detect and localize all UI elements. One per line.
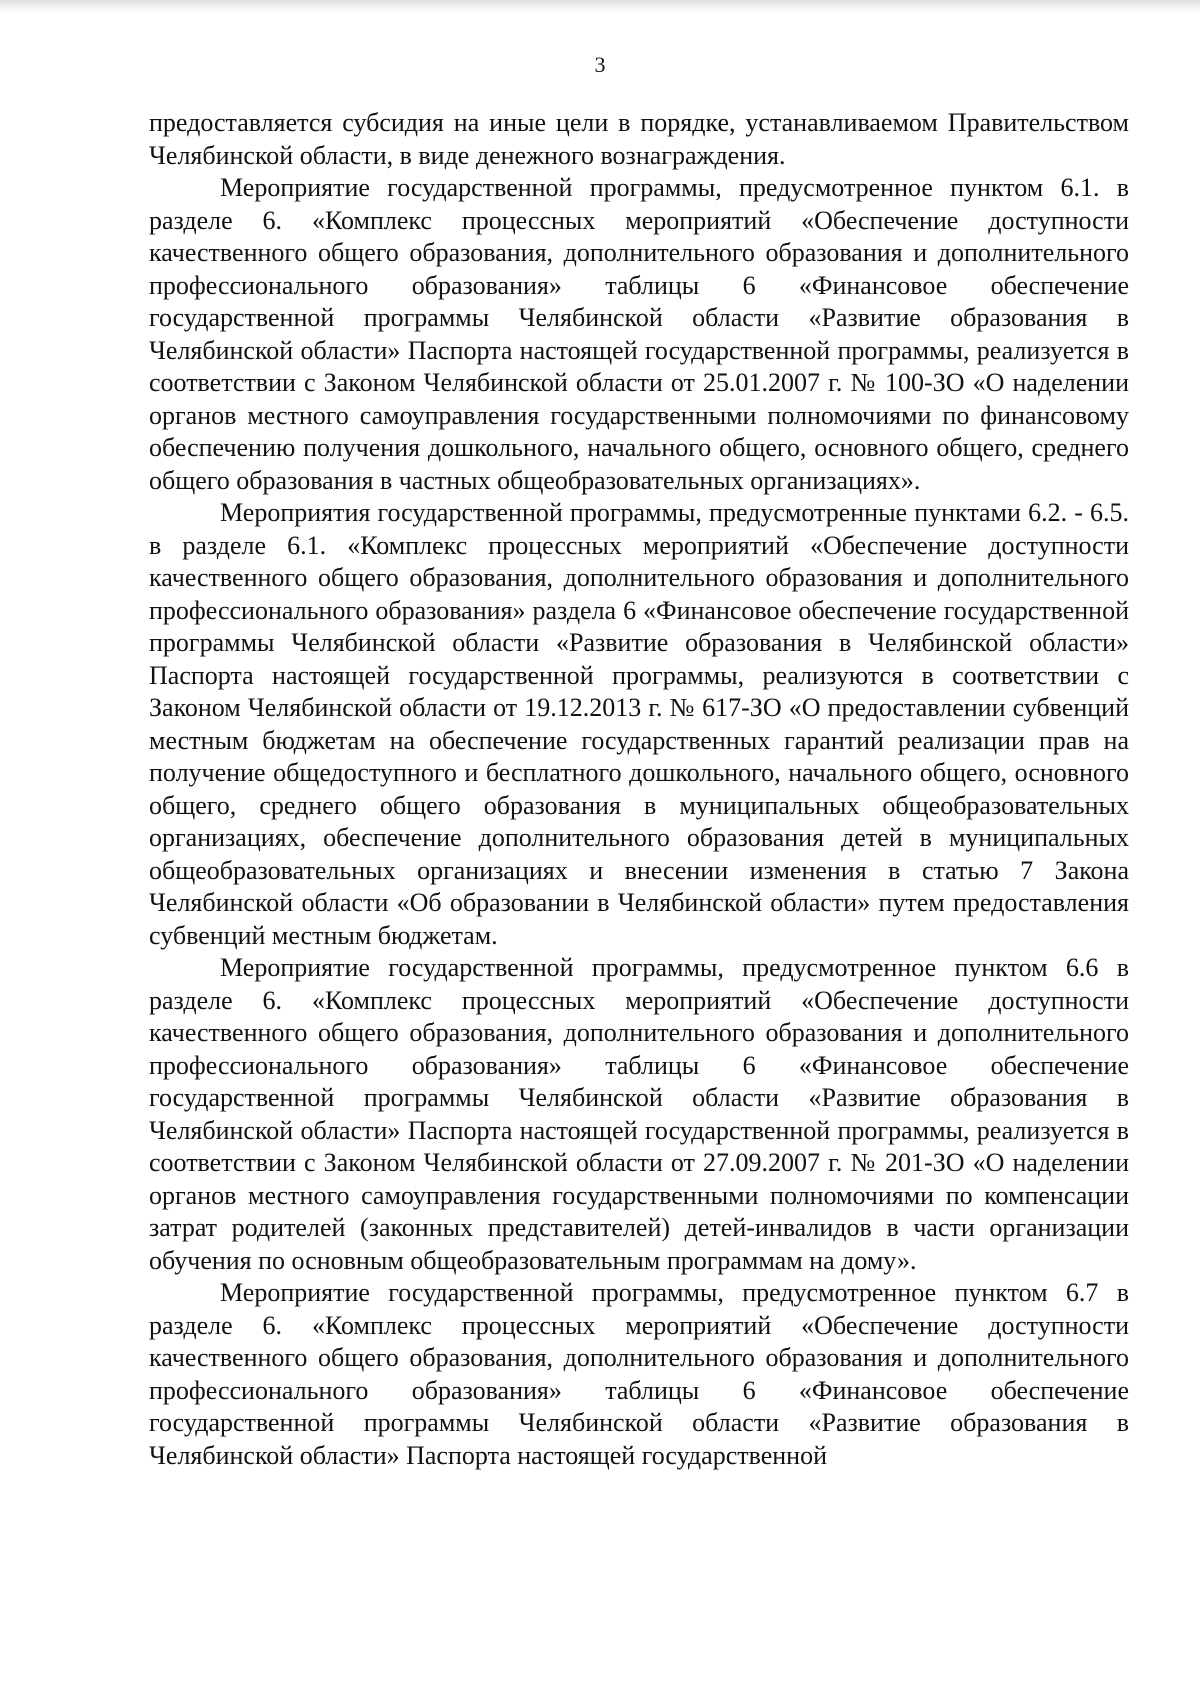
- page-number: 3: [594, 52, 606, 77]
- scan-edge: [0, 0, 1200, 14]
- paragraph-items-6-2-6-5: Мероприятия государственной программы, предусмотренные пунктами 6.2. - 6.5. в разделе 6.1. «Комплекс процессных мероприятий «Обеспечение доступности качественного общего образования, дополнительного образования и дополнительного профессионального образования» раздела 6 «Финансовое обеспечение государственной программы Челябинской области «Развитие образования в Челябинской области» Паспорта настоящей государственной программы, реализуются в соответствии с Законом Челябинской области от 19.12.2013 г. № 617-ЗО «О предоставлении субвенций местным бюджетам на обеспечение государственных гарантий реализации прав на получение общедоступного и бесплатного дошкольного, начального общего, основного общего, среднего общего образования в муниципальных общеобразовательных организациях, обеспечение дополнительного образования детей в муниципальных общеобразовательных организациях и внесении изменения в статью 7 Закона Челябинской области «Об образовании в Челябинской области» путем предоставления субвенций местным бюджетам.: [149, 498, 1129, 950]
- paragraph-item-6-7: Мероприятие государственной программы, предусмотренное пунктом 6.7 в разделе 6. «Комплекс процессных мероприятий «Обеспечение доступности качественного общего образования, дополнительного образования и дополнительного профессионального образования» таблицы 6 «Финансовое обеспечение государственной программы Челябинской области «Развитие образования в Челябинской области» Паспорта настоящей государственной: [149, 1278, 1129, 1470]
- document-body: [149, 107, 1129, 1472]
- paragraph-continuation: предоставляется субсидия на иные цели в порядке, устанавливаемом Правительством Челябинской области, в виде денежного вознаграждения.: [149, 108, 1129, 170]
- paragraph-item-6-6: Мероприятие государственной программы, предусмотренное пунктом 6.6 в разделе 6. «Комплекс процессных мероприятий «Обеспечение доступности качественного общего образования, дополнительного образования и дополнительного профессионального образования» таблицы 6 «Финансовое обеспечение государственной программы Челябинской области «Развитие образования в Челябинской области» Паспорта настоящей государственной программы, реализуется в соответствии с Законом Челябинской области от 27.09.2007 г. № 201-ЗО «О наделении органов местного самоуправления государственными полномочиями по компенсации затрат родителей (законных представителей) детей-инвалидов в части организации обучения по основным общеобразовательным программам на дому».: [149, 953, 1129, 1275]
- paragraph-item-6-1: Мероприятие государственной программы, предусмотренное пунктом 6.1. в разделе 6. «Комплекс процессных мероприятий «Обеспечение доступности качественного общего образования, дополнительного образования и дополнительного профессионального образования» таблицы 6 «Финансовое обеспечение государственной программы Челябинской области «Развитие образования в Челябинской области» Паспорта настоящей государственной программы, реализуется в соответствии с Законом Челябинской области от 25.01.2007 г. № 100-ЗО «О наделении органов местного самоуправления государственными полномочиями по финансовому обеспечению получения дошкольного, начального общего, основного общего, среднего общего образования в частных общеобразовательных организациях».: [149, 173, 1129, 495]
